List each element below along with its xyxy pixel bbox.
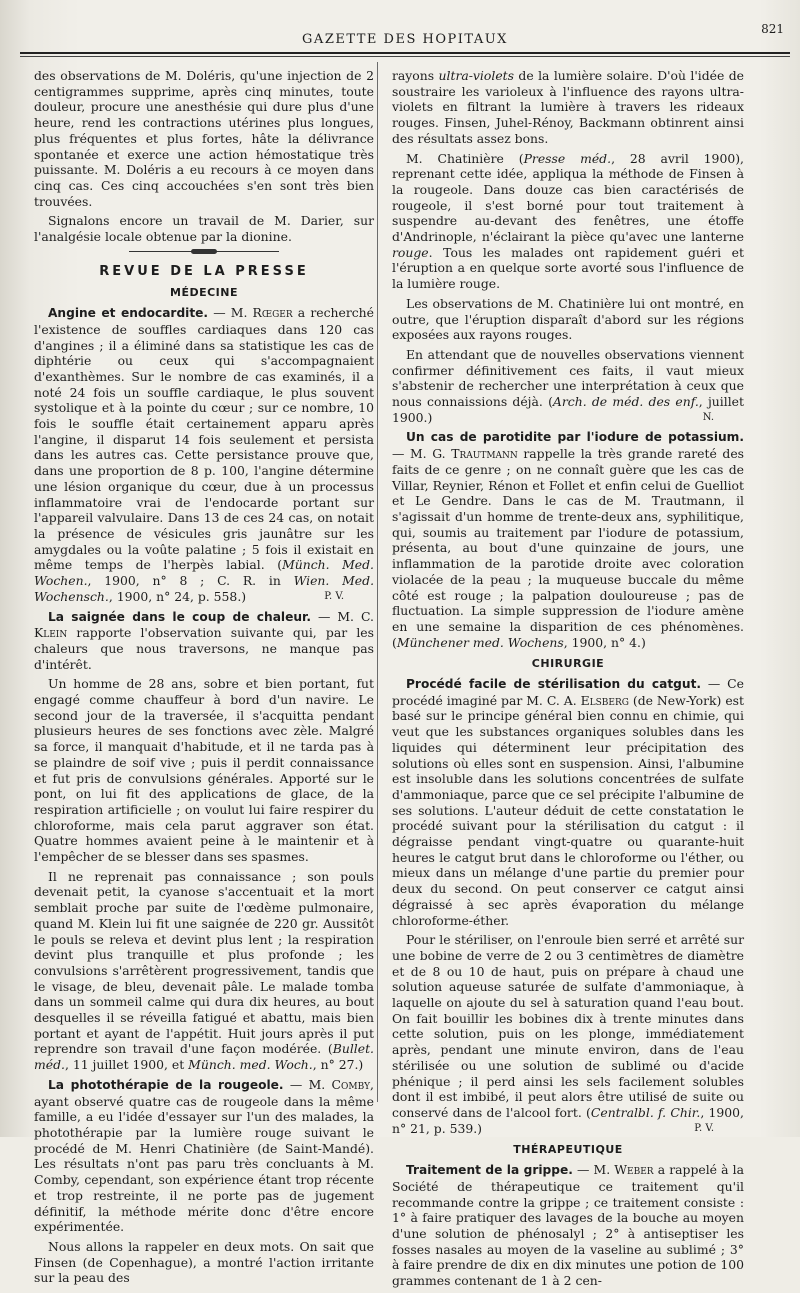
section-title: REVUE DE LA PRESSE	[99, 263, 309, 279]
text: rayons	[392, 68, 439, 83]
article-saignee	[34, 609, 374, 673]
article-title: La photothérapie de la rougeole.	[48, 1077, 284, 1092]
page-number: 821	[761, 22, 784, 36]
article-text: a recherché l'existence de souffles cardiaques dans 120 cas d'angines ; il a éliminé dans sa statistique les cas de diphtérie ou ceux qui s'accompagnaient d'exanthèmes. Sur le nombre de cas examinés, il a noté 24 fois un souffle cardiaque, le plus souvent systolique et à la pointe du cœur ; sur ce nombre, 10 fois le souffle était certainement apparu après l'angine, il disparut 14 fois seulement et persista dans les autres cas. Cette persistance prouve que, dans une proportion de 8 p. 100, l'angine détermine une lésion organique du cœur, due à un processus inflammatoire vrai de l'endocarde portant sur l'appareil valvulaire. Dans 13 de ces 24 cas, on notait la présence de vésicules gris jaunâtre sur les amygdales ou la voûte palatine ; 5 fois il existait en même temps de l'herpès labial. (	[34, 305, 374, 573]
reference: Münchener med. Wochens	[396, 634, 564, 650]
dash: — M.	[208, 305, 253, 321]
article-grippe	[392, 1162, 744, 1289]
article-catgut	[392, 676, 744, 928]
paragraph: Un homme de 28 ans, sobre et bien portant, fut engagé comme chauffeur à bord d'un navire. Le second jour de la traversée, il s'acquitta pendant plusieurs heures de ses fonctions avec zèle. Malgré sa force, il manquait d'habitude, et il ne tarda pas à se plaindre de soif vive ; puis il perdit connaissance et fut pris de convulsions générales. Apporté sur le pont, on lui fit des applications de glace, de la respiration artificielle ; on voulut lui faire respirer du chloroforme, mais cela parut aggraver son état. Quatre hommes avaient peine à le maintenir et à l'empêcher de se blesser dans ses spasmes.	[34, 676, 374, 865]
article-title: Procédé facile de stérilisation du catgut.	[406, 677, 702, 692]
author-name: Weber	[614, 1162, 654, 1178]
signature: P. V.	[694, 1122, 714, 1134]
article-text: rapporte l'observation suivante qui, par les chaleurs que nous traversons, ne manque pas d'intérêt.	[34, 625, 374, 672]
article-text: Pour le stériliser, on l'enroule bien serré et arrêté sur une bobine de verre de 2 ou 3 centimètres de diamètre et de 8 ou 10 de haut, puis on prépare à chaud une solution aqueuse saturée de sulfate d'ammoniaque, à laquelle on ajoute du sel à saturation quand l'eau bout. On fait bouillir les bobines dix à trente minutes dans cette solution, puis on les plonge, immédiatement après, pendant une minute environ, dans de l'eau stérilisée ou une solution de sublimé ou d'acide phénique ; il perd ainsi les sels facilement solubles dont il est imbibé, il peut alors être utilisé de suite ou conservé dans de l'alcool fort. (	[392, 932, 744, 1120]
text: En attendant que de nouvelles observations viennent confirmer définitivement ces faits, il vaut mieux s'abstenir de rechercher une interprétation à ceux que nous connaissions déjà. (	[392, 346, 744, 410]
subsection-title-chirurgie: CHIRURGIE	[531, 657, 605, 671]
reference: Presse méd.	[523, 150, 612, 166]
text: de la lumière solaire. D'où l'idée de soustraire les varioleux à l'influence des rayons ultra-violets en filtrant la lumière à travers les rideaux rouges. Finsen, Juhel-Rénoy, Backmann obtinrent ainsi des résultats assez bons.	[392, 68, 744, 146]
paragraph	[34, 869, 374, 1073]
dash: — M.	[283, 1076, 332, 1092]
header-rule-thick	[20, 52, 790, 54]
dash: — M. G.	[392, 446, 452, 462]
subsection-title-medecine: MÉDECINE	[170, 286, 238, 300]
reference-tail: , 1900, n° 4.)	[563, 634, 646, 650]
article-text: Il ne reprenait pas connaissance ; son pouls devenait petit, la cyanose s'accentuait et la mort semblait proche par suite de l'œdème pulmonaire, quand M. Klein lui fit une saignée de 220 gr. Aussitôt le pouls se releva et devint plus lent ; la respiration devint plus tranquille et plus profonde ; les convulsions s'arrêtèrent progressivement, tandis que le visage, de bleu, devenait pâle. Le malade tomba dans un sommeil calme qui dura dix heures, au bout desquelles il se réveilla fatigué et abattu, mais bien portant et ayant de l'appétit. Huit jours après il put reprendre son travail d'une façon modérée. (	[34, 868, 374, 1057]
author-name: Klein	[34, 625, 68, 641]
article-angine	[34, 305, 374, 604]
author-name: Rœger	[252, 305, 293, 321]
paragraph	[392, 68, 744, 147]
paragraph: Nous allons la rappeler en deux mots. On sait que Finsen (de Copenhague), a montré l'action irritante sur la peau des	[34, 1238, 374, 1286]
running-title: GAZETTE DES HOPITAUX	[302, 32, 508, 47]
reference-text: , 1900, n° 8 ; C. R. in	[87, 573, 294, 589]
reference: Arch. de méd. des enf.	[552, 394, 699, 410]
reference-text: , 11 juillet 1900, et	[64, 1057, 189, 1073]
right-column	[392, 68, 744, 1293]
reference: Münch. med. Woch.	[188, 1057, 313, 1073]
author-name: Elsberg	[580, 692, 629, 708]
paragraph	[392, 151, 744, 292]
dash: — Ce procédé imaginé par M. C. A.	[392, 676, 744, 708]
reference-tail: , 1900, n° 24, p. 558.)	[108, 588, 247, 604]
author-name: Trautmann	[451, 446, 518, 462]
reference: Münch. Med. Wochen.	[34, 557, 374, 589]
author-name: Comby	[331, 1076, 371, 1092]
text: M. Chatinière (	[406, 150, 524, 166]
emphasis: ultra-violets	[438, 68, 514, 83]
reference: Wien. Med. Wochensch.	[34, 573, 375, 604]
reference-tail: , n° 27.)	[312, 1057, 364, 1073]
text: , 28 avril 1900), reprenant cette idée, appliqua la méthode de Finsen à la rougeole. Dans douze cas bien caractérisés de rougeole, il s'est borné pour tout traitement à suspendre au-devant des fenêtres, une étoffe d'Andrinople, n'éclairant la pièce qu'avec une lanterne	[392, 150, 744, 245]
article-text: a rappelé à la Société de thérapeutique ce traitement qu'il recommande contre la grippe ; ce traitement consiste : 1° à faire pratiquer des lavages de la bouche au moyen d'une solution de phénosalyl ; 2° à antiseptiser les fosses nasales au moyen de la vaseline au sublimé ; 3° à faire prendre de dix en dix minutes une potion de 100 grammes contenant de 1 à 2 cen-	[392, 1162, 744, 1289]
paragraph: Signalons encore un travail de M. Darier, sur l'analgésie locale obtenue par la dionine.	[34, 213, 374, 245]
article-text: rappelle la très grande rareté des faits de ce genre ; on ne connaît guère que les cas de Villar, Reynier, Rénon et Follet et enfin celui de Guelliot et Le Gendre. Dans le cas de M. Trautmann, il s'agissait d'un homme de trente-deux ans, syphilitique, qui, soumis au traitement par l'iodure de potassium, présenta, au bout d'une quinzaine de jours, une inflammation de la parotide droite avec coloration violacée de la peau ; la muqueuse buccale du même côté est rouge ; la palpation douloureuse ; pas de fluctuation. La simple suppression de l'iodure amène en une semaine la disparition de ces phénomènes. (	[392, 446, 745, 650]
text: , juillet 1900.)	[392, 394, 744, 425]
dash: — M. C.	[310, 608, 374, 624]
page-header	[20, 14, 790, 62]
article-title: Traitement de la grippe.	[406, 1163, 573, 1178]
reference: Bullet. méd.	[34, 1041, 374, 1073]
text: . Tous les malades ont rapidement guéri et l'éruption a en quelque sorte avorté sous l'influence de la lumière rouge.	[392, 244, 744, 292]
signature: N.	[702, 411, 714, 423]
article-text: (de New-York) est basé sur le principe général bien connu en chimie, qui veut que les substances organiques solubles dans les liquides qui déterminent leur précipitation des solutions où elles sont en suspension. Ainsi, l'albumine est insoluble dans les solutions concentrées de sulfate d'ammoniaque, parce que ce sel précipite l'albumine de ses solutions. L'auteur déduit de cette constatation le procédé suivant pour la stérilisation du catgut : il dégraisse pendant vingt-quatre ou quarante-huit heures le catgut brut dans le chloroforme ou l'éther, ou mieux dans un mélange d'une partie du premier pour deux du second. On peut conserver ce catgut ainsi dégraissé à sec après évaporation du mélange chloroforme-éther.	[392, 692, 744, 928]
paragraph	[392, 932, 744, 1136]
signature: P. V.	[324, 590, 344, 602]
reference: Centralbl. f. Chir.	[590, 1105, 701, 1120]
paragraph	[392, 347, 744, 426]
ornament-rule	[129, 251, 279, 252]
dash: — M.	[572, 1162, 615, 1178]
article-parotidite	[392, 429, 744, 650]
header-rule-thin	[20, 56, 790, 57]
reference-tail: , 1900, n° 21, p. 539.)	[392, 1105, 744, 1136]
article-photo	[34, 1077, 374, 1235]
paragraph: Les observations de M. Chatinière lui ont montré, en outre, que l'éruption disparaît d'abord sur les régions exposées aux rayons rouges.	[392, 295, 744, 343]
subsection-title-therapeutique: THÉRAPEUTIQUE	[513, 1143, 623, 1157]
paragraph: des observations de M. Doléris, qu'une injection de 2 centigrammes supprime, après cinq minutes, toute douleur, procure une anesthésie qui dure plus d'une heure, rend les contractions utérines plus longues, plus fréquentes et plus fortes, hâte la délivrance spontanée et exerce une action hémostatique très puissante. M. Doléris a eu recours à ce moyen dans cinq cas. Ces cinq accouchées s'en sont très bien trouvées.	[34, 68, 374, 209]
column-divider	[377, 62, 378, 1102]
article-text: , ayant observé quatre cas de rougeole dans la même famille, a eu l'idée d'essayer sur l'un des malades, la photothérapie par la lumière rouge suivant le procédé de M. Henri Chatinière (de Saint-Mandé). Les résultats n'ont pas paru très concluants à M. Comby, cependant, son expérience étant trop récente et trop restreinte, il ne porte pas de jugement définitif, la méthode mérite donc d'être encore expérimentée.	[34, 1076, 374, 1235]
article-title: Un cas de parotidite par l'iodure de potassium.	[406, 430, 744, 445]
emphasis: rouge	[392, 244, 429, 260]
article-title: Angine et endocardite.	[48, 306, 209, 321]
article-title: La saignée dans le coup de chaleur.	[48, 609, 311, 624]
left-column	[34, 68, 374, 1290]
